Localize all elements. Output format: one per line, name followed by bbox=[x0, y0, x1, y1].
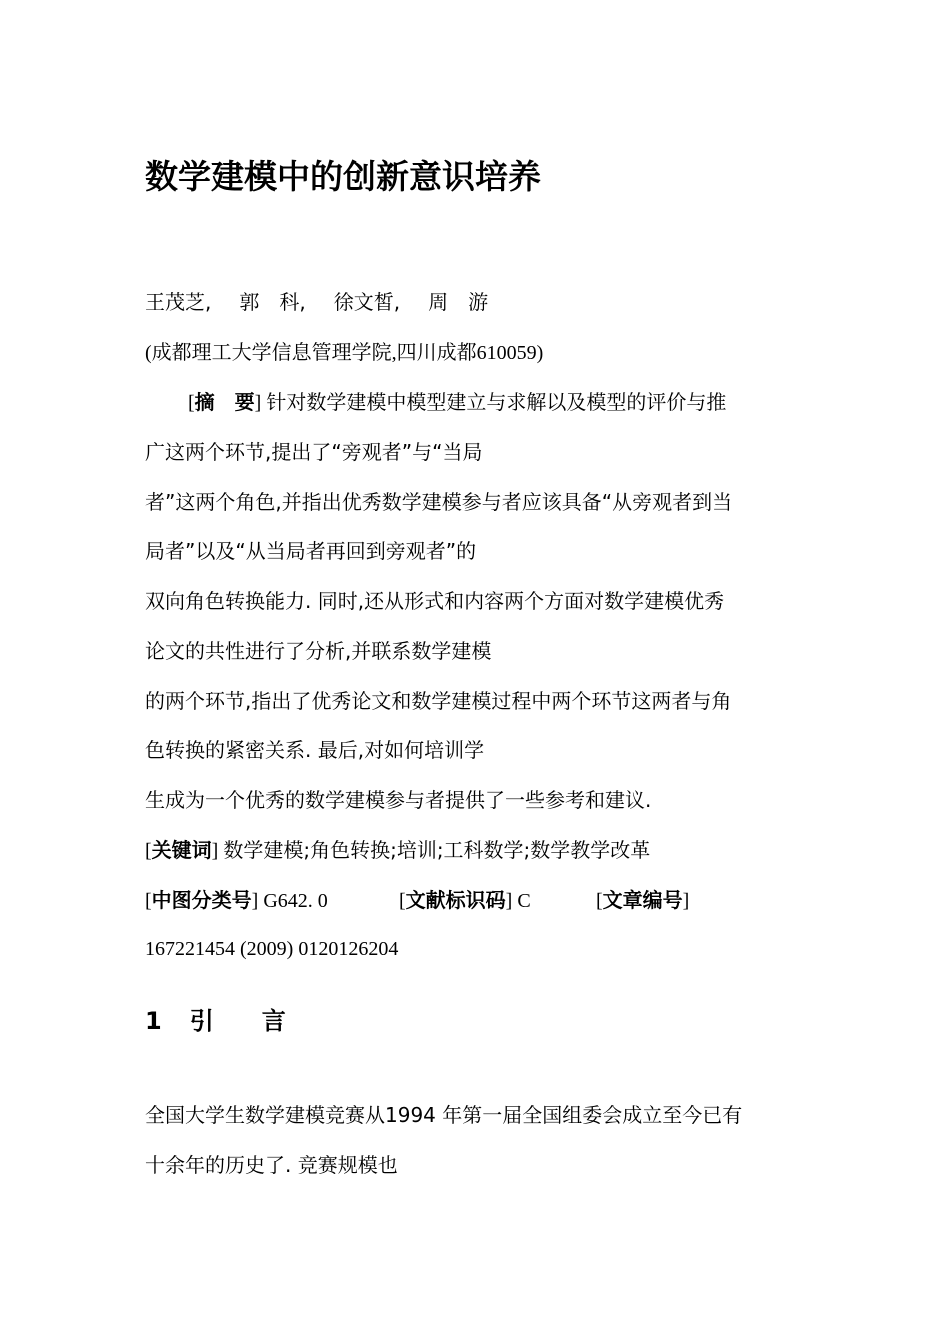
author-list bbox=[145, 287, 488, 317]
paper-title: 数学建模中的创新意识培养 bbox=[145, 157, 541, 196]
doc-value: C bbox=[517, 890, 531, 912]
abstract-first-line: [摘 要] 针对数学建模中模型建立与求解以及模型的评价与推 bbox=[188, 390, 727, 414]
abstract-line: 论文的共性进行了分析,并联系数学建模 bbox=[145, 639, 492, 663]
abstract-label: 摘 要 bbox=[194, 390, 255, 414]
classification-line: [中图分类号] G642. 0 [文献标识码] C [文章编号] bbox=[145, 888, 690, 912]
article-number: 167221454 (2009) 0120126204 bbox=[145, 938, 399, 960]
body-paragraph-line: 全国大学生数学建模竞赛从1994 年第一届全国组委会成立至今已有 bbox=[145, 1103, 743, 1127]
keywords-text: 数学建模;角色转换;培训;工科数学;数学教学改革 bbox=[223, 838, 651, 862]
keywords-label: 关键词 bbox=[151, 838, 212, 862]
author-name: 周 游 bbox=[428, 290, 489, 314]
abstract-line: 双向角色转换能力. 同时,还从形式和内容两个方面对数学建模优秀 bbox=[145, 589, 725, 613]
abstract-line: 者”这两个角色,并指出优秀数学建模参与者应该具备“从旁观者到当 bbox=[145, 490, 733, 514]
article-label: 文章编号 bbox=[602, 888, 683, 912]
section-heading bbox=[145, 1003, 286, 1039]
abstract-line: 的两个环节,指出了优秀论文和数学建模过程中两个环节这两者与角 bbox=[145, 689, 732, 713]
section-number: 1 bbox=[145, 1007, 162, 1035]
section-title: 引 言 bbox=[189, 1007, 286, 1035]
doc-label: 文献标识码 bbox=[405, 888, 506, 912]
clc-label: 中图分类号 bbox=[151, 888, 252, 912]
abstract-line: 广这两个环节,提出了“旁观者”与“当局 bbox=[145, 440, 483, 464]
abstract-line: 色转换的紧密关系. 最后,对如何培训学 bbox=[145, 738, 485, 762]
author-name: 郭 科, bbox=[239, 290, 306, 314]
abstract-line: 局者”以及“从当局者再回到旁观者”的 bbox=[145, 539, 477, 563]
abstract-line: 针对数学建模中模型建立与求解以及模型的评价与推 bbox=[266, 390, 727, 414]
clc-value: G642. 0 bbox=[263, 890, 328, 912]
body-paragraph-line: 十余年的历史了. 竞赛规模也 bbox=[145, 1153, 398, 1177]
author-name: 徐文皙, bbox=[333, 290, 401, 314]
affiliation: (成都理工大学信息管理学院,四川成都610059) bbox=[145, 342, 544, 364]
author-name: 王茂芝, bbox=[145, 290, 212, 314]
keywords-line: [关键词] 数学建模;角色转换;培训;工科数学;数学教学改革 bbox=[145, 838, 651, 862]
abstract-line: 生成为一个优秀的数学建模参与者提供了一些参考和建议. bbox=[145, 788, 652, 812]
